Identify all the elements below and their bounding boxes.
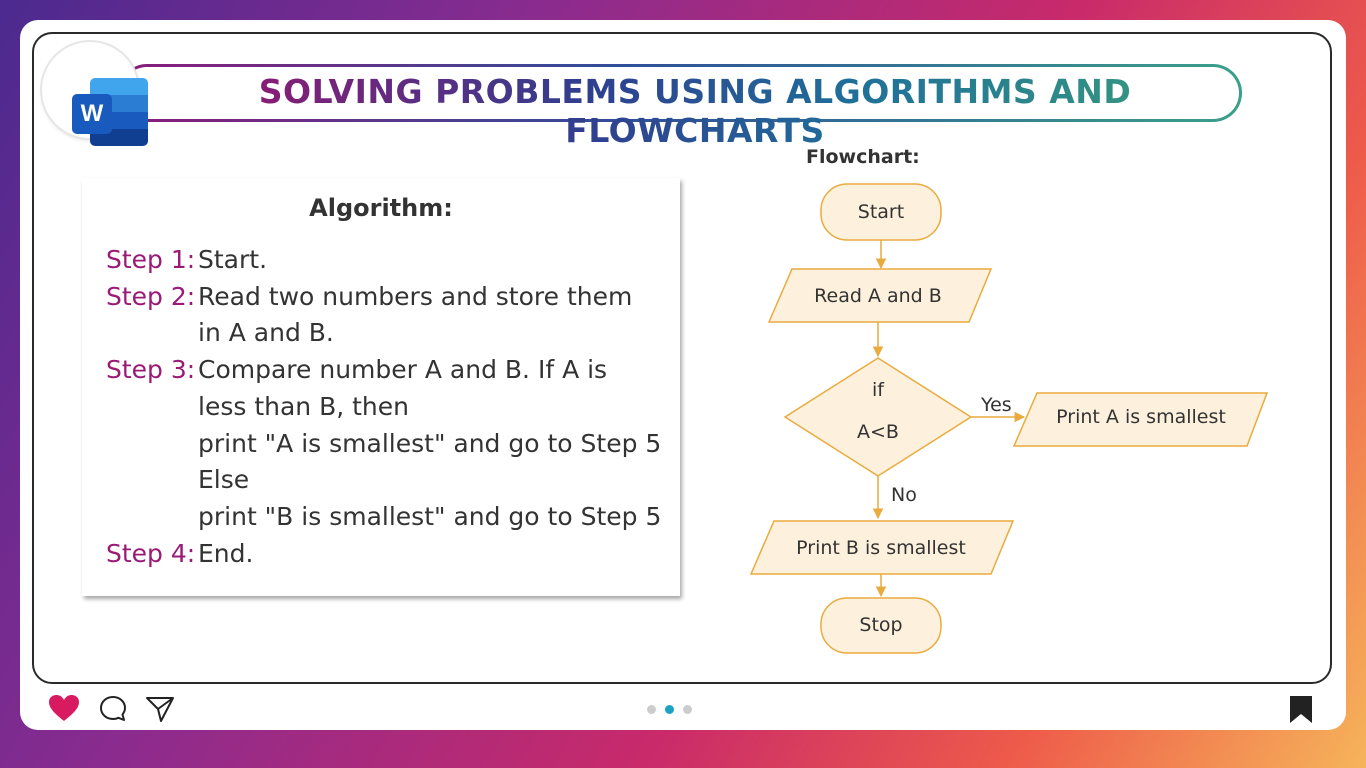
page-dot-2-active[interactable] [665, 705, 674, 714]
decision-node [785, 358, 971, 476]
step-label: Step 3: [106, 355, 196, 385]
step-label: Step 1: [106, 245, 196, 274]
stop-label: Stop [859, 614, 903, 636]
step-text-continued: less than B, then [198, 391, 409, 421]
yes-edge-label: Yes [981, 394, 1012, 416]
step-text-continued: print "A is smallest" and go to Step 5 [198, 428, 662, 458]
heart-icon[interactable] [48, 694, 80, 722]
word-letter: W [72, 94, 112, 134]
page-dot-3[interactable] [683, 705, 692, 714]
print-b-label: Print B is smallest [796, 537, 966, 559]
decision-label-if: if [872, 379, 884, 401]
step-text: Read two numbers and store them [198, 281, 633, 311]
post-card [20, 20, 1346, 730]
bookmark-icon[interactable] [1288, 695, 1314, 725]
flowchart-heading: Flowchart: [806, 146, 920, 168]
step-label: Step 4: [106, 538, 196, 568]
print-a-label: Print A is smallest [1056, 406, 1226, 428]
read-label: Read A and B [814, 285, 942, 307]
step-text-continued: Else [198, 465, 250, 495]
step-text-continued: print "B is smallest" and go to Step 5 [198, 501, 662, 531]
step-text: Start. [198, 245, 268, 274]
send-icon[interactable] [144, 694, 176, 724]
algorithm-heading: Algorithm: [309, 194, 453, 222]
step-text: Compare number A and B. If A is [198, 355, 608, 385]
start-label: Start [857, 201, 905, 223]
step-text-continued: in A and B. [198, 318, 334, 348]
no-edge-label: No [891, 484, 917, 506]
step-label: Step 2: [106, 281, 196, 311]
comment-icon[interactable] [98, 694, 128, 724]
page-dot-1[interactable] [647, 705, 656, 714]
page-title: SOLVING PROBLEMS USING ALGORITHMS AND FLOWCHARTS [165, 72, 1225, 150]
flowchart [20, 20, 1346, 730]
step-text: End. [198, 538, 254, 568]
decision-label-condition: A<B [857, 421, 899, 443]
